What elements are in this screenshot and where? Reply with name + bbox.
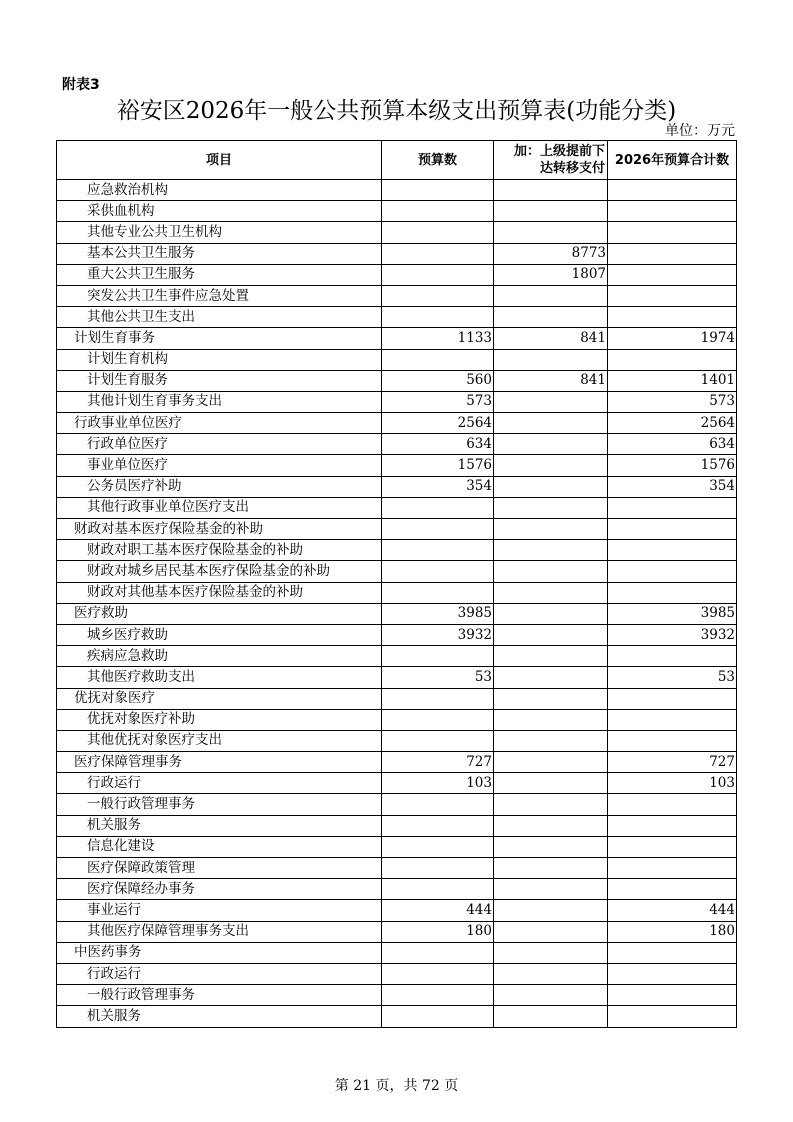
row-total-value: 573 xyxy=(608,391,737,412)
table-row xyxy=(57,455,737,476)
row-total-value xyxy=(608,307,737,328)
table-row xyxy=(57,836,737,857)
row-budget-value xyxy=(382,285,494,306)
row-total-value: 1576 xyxy=(608,455,737,476)
row-total-value: 180 xyxy=(608,921,737,942)
row-total-value xyxy=(608,985,737,1006)
row-transfer-value xyxy=(494,413,608,434)
table-row xyxy=(57,476,737,497)
row-transfer-value xyxy=(494,603,608,624)
row-budget-value: 560 xyxy=(382,370,494,391)
column-header-budget: 预算数 xyxy=(382,141,494,180)
row-budget-value: 1576 xyxy=(382,455,494,476)
row-budget-value xyxy=(382,730,494,751)
row-total-value: 53 xyxy=(608,667,737,688)
table-row xyxy=(57,264,737,285)
row-budget-value xyxy=(382,201,494,222)
row-item-name: 计划生育机构 xyxy=(57,349,382,370)
table-row xyxy=(57,730,737,751)
row-item-name: 优抚对象医疗 xyxy=(57,688,382,709)
row-budget-value xyxy=(382,264,494,285)
table-row xyxy=(57,900,737,921)
table-row xyxy=(57,307,737,328)
row-item-name: 一般行政管理事务 xyxy=(57,985,382,1006)
row-budget-value xyxy=(382,222,494,243)
budget-table xyxy=(56,140,737,1028)
page-footer: 第 21 页，共 72 页 xyxy=(334,1078,459,1094)
row-total-value xyxy=(608,688,737,709)
row-item-name: 财政对城乡居民基本医疗保险基金的补助 xyxy=(57,561,382,582)
row-transfer-value xyxy=(494,963,608,984)
table-row xyxy=(57,985,737,1006)
row-total-value: 354 xyxy=(608,476,737,497)
table-row xyxy=(57,688,737,709)
row-transfer-value xyxy=(494,285,608,306)
table-row xyxy=(57,243,737,264)
row-total-value xyxy=(608,222,737,243)
table-row xyxy=(57,285,737,306)
row-budget-value xyxy=(382,349,494,370)
row-budget-value: 103 xyxy=(382,773,494,794)
row-transfer-value xyxy=(494,921,608,942)
row-item-name: 行政运行 xyxy=(57,963,382,984)
row-item-name: 机关服务 xyxy=(57,1006,382,1027)
row-transfer-value: 841 xyxy=(494,370,608,391)
row-transfer-value xyxy=(494,307,608,328)
row-item-name: 行政单位医疗 xyxy=(57,434,382,455)
row-item-name: 一般行政管理事务 xyxy=(57,794,382,815)
table-row xyxy=(57,773,737,794)
table-row xyxy=(57,349,737,370)
row-budget-value: 634 xyxy=(382,434,494,455)
row-budget-value xyxy=(382,815,494,836)
row-budget-value: 2564 xyxy=(382,413,494,434)
row-transfer-value xyxy=(494,773,608,794)
row-item-name: 公务员医疗补助 xyxy=(57,476,382,497)
row-total-value xyxy=(608,180,737,201)
row-transfer-value xyxy=(494,391,608,412)
table-row xyxy=(57,752,737,773)
row-budget-value: 573 xyxy=(382,391,494,412)
row-budget-value xyxy=(382,540,494,561)
row-item-name: 其他医疗救助支出 xyxy=(57,667,382,688)
row-budget-value: 1133 xyxy=(382,328,494,349)
column-header-transfer-line1: 加：上级提前下 xyxy=(513,144,605,159)
row-item-name: 其他公共卫生支出 xyxy=(57,307,382,328)
row-transfer-value xyxy=(494,540,608,561)
row-item-name: 事业运行 xyxy=(57,900,382,921)
table-row xyxy=(57,222,737,243)
row-transfer-value xyxy=(494,519,608,540)
row-total-value xyxy=(608,709,737,730)
row-transfer-value xyxy=(494,752,608,773)
appendix-label: 附表3 xyxy=(62,77,100,93)
row-transfer-value xyxy=(494,815,608,836)
row-item-name: 突发公共卫生事件应急处置 xyxy=(57,285,382,306)
row-total-value xyxy=(608,858,737,879)
table-row xyxy=(57,646,737,667)
row-budget-value xyxy=(382,794,494,815)
row-total-value: 1974 xyxy=(608,328,737,349)
row-budget-value: 180 xyxy=(382,921,494,942)
row-total-value xyxy=(608,243,737,264)
table-row xyxy=(57,370,737,391)
row-item-name: 中医药事务 xyxy=(57,942,382,963)
row-total-value: 3932 xyxy=(608,624,737,645)
row-item-name: 计划生育服务 xyxy=(57,370,382,391)
row-item-name: 事业单位医疗 xyxy=(57,455,382,476)
row-item-name: 财政对其他基本医疗保险基金的补助 xyxy=(57,582,382,603)
row-transfer-value xyxy=(494,180,608,201)
row-total-value xyxy=(608,349,737,370)
table-row xyxy=(57,180,737,201)
row-transfer-value xyxy=(494,667,608,688)
row-transfer-value xyxy=(494,1006,608,1027)
row-transfer-value xyxy=(494,942,608,963)
table-row xyxy=(57,413,737,434)
row-total-value: 2564 xyxy=(608,413,737,434)
row-budget-value: 444 xyxy=(382,900,494,921)
row-transfer-value xyxy=(494,582,608,603)
row-item-name: 机关服务 xyxy=(57,815,382,836)
row-budget-value xyxy=(382,985,494,1006)
row-transfer-value xyxy=(494,858,608,879)
row-item-name: 医疗保障政策管理 xyxy=(57,858,382,879)
row-transfer-value xyxy=(494,561,608,582)
column-header-item: 项目 xyxy=(57,141,382,180)
row-budget-value xyxy=(382,688,494,709)
table-row xyxy=(57,391,737,412)
table-row xyxy=(57,942,737,963)
row-total-value xyxy=(608,582,737,603)
row-transfer-value xyxy=(494,201,608,222)
row-transfer-value xyxy=(494,985,608,1006)
row-transfer-value xyxy=(494,349,608,370)
row-total-value xyxy=(608,794,737,815)
table-row xyxy=(57,603,737,624)
table-row xyxy=(57,794,737,815)
row-budget-value: 3985 xyxy=(382,603,494,624)
row-item-name: 医疗保障管理事务 xyxy=(57,752,382,773)
unit-label: 单位：万元 xyxy=(665,123,735,139)
table-row xyxy=(57,815,737,836)
row-item-name: 财政对基本医疗保险基金的补助 xyxy=(57,519,382,540)
table-body xyxy=(57,180,737,1028)
row-transfer-value xyxy=(494,434,608,455)
row-budget-value xyxy=(382,243,494,264)
row-transfer-value xyxy=(494,900,608,921)
row-transfer-value xyxy=(494,794,608,815)
table-row xyxy=(57,858,737,879)
table-row xyxy=(57,540,737,561)
row-total-value: 103 xyxy=(608,773,737,794)
row-transfer-value xyxy=(494,624,608,645)
row-item-name: 基本公共卫生服务 xyxy=(57,243,382,264)
table-row xyxy=(57,201,737,222)
row-total-value xyxy=(608,497,737,518)
row-item-name: 其他优抚对象医疗支出 xyxy=(57,730,382,751)
row-total-value: 634 xyxy=(608,434,737,455)
row-total-value: 727 xyxy=(608,752,737,773)
table-row xyxy=(57,497,737,518)
row-budget-value xyxy=(382,561,494,582)
column-header-transfer xyxy=(494,141,608,180)
row-transfer-value xyxy=(494,646,608,667)
row-budget-value: 3932 xyxy=(382,624,494,645)
row-transfer-value xyxy=(494,836,608,857)
row-transfer-value: 1807 xyxy=(494,264,608,285)
row-total-value xyxy=(608,942,737,963)
row-total-value xyxy=(608,561,737,582)
row-budget-value xyxy=(382,582,494,603)
row-budget-value xyxy=(382,519,494,540)
row-item-name: 医疗救助 xyxy=(57,603,382,624)
table-row xyxy=(57,434,737,455)
row-total-value xyxy=(608,963,737,984)
row-total-value xyxy=(608,519,737,540)
table-row xyxy=(57,624,737,645)
table-row xyxy=(57,709,737,730)
row-total-value xyxy=(608,540,737,561)
table-row xyxy=(57,879,737,900)
row-budget-value xyxy=(382,858,494,879)
row-item-name: 行政事业单位医疗 xyxy=(57,413,382,434)
row-total-value: 3985 xyxy=(608,603,737,624)
row-total-value xyxy=(608,879,737,900)
row-item-name: 财政对职工基本医疗保险基金的补助 xyxy=(57,540,382,561)
row-item-name: 应急救治机构 xyxy=(57,180,382,201)
row-transfer-value: 8773 xyxy=(494,243,608,264)
row-item-name: 疾病应急救助 xyxy=(57,646,382,667)
row-transfer-value xyxy=(494,879,608,900)
row-transfer-value xyxy=(494,476,608,497)
table-row xyxy=(57,921,737,942)
table-row xyxy=(57,328,737,349)
row-transfer-value xyxy=(494,455,608,476)
row-item-name: 采供血机构 xyxy=(57,201,382,222)
row-budget-value xyxy=(382,942,494,963)
row-transfer-value xyxy=(494,730,608,751)
row-budget-value xyxy=(382,963,494,984)
row-budget-value xyxy=(382,646,494,667)
row-transfer-value: 841 xyxy=(494,328,608,349)
row-item-name: 其他专业公共卫生机构 xyxy=(57,222,382,243)
row-budget-value xyxy=(382,879,494,900)
row-budget-value: 354 xyxy=(382,476,494,497)
row-item-name: 行政运行 xyxy=(57,773,382,794)
row-item-name: 计划生育事务 xyxy=(57,328,382,349)
row-item-name: 优抚对象医疗补助 xyxy=(57,709,382,730)
column-header-transfer-line2: 达转移支付 xyxy=(539,161,605,176)
row-budget-value xyxy=(382,1006,494,1027)
row-total-value xyxy=(608,836,737,857)
row-item-name: 其他医疗保障管理事务支出 xyxy=(57,921,382,942)
table-header-row xyxy=(57,141,737,180)
row-budget-value: 53 xyxy=(382,667,494,688)
table-row xyxy=(57,963,737,984)
row-budget-value xyxy=(382,180,494,201)
page-title: 裕安区2026年一般公共预算本级支出预算表(功能分类) xyxy=(116,98,677,124)
row-total-value xyxy=(608,285,737,306)
table-row xyxy=(57,582,737,603)
row-total-value xyxy=(608,1006,737,1027)
row-budget-value xyxy=(382,307,494,328)
row-transfer-value xyxy=(494,222,608,243)
row-item-name: 其他行政事业单位医疗支出 xyxy=(57,497,382,518)
row-total-value xyxy=(608,730,737,751)
row-budget-value xyxy=(382,836,494,857)
row-transfer-value xyxy=(494,497,608,518)
table-row xyxy=(57,519,737,540)
row-transfer-value xyxy=(494,688,608,709)
row-budget-value: 727 xyxy=(382,752,494,773)
row-total-value xyxy=(608,815,737,836)
row-budget-value xyxy=(382,497,494,518)
row-total-value: 1401 xyxy=(608,370,737,391)
row-item-name: 信息化建设 xyxy=(57,836,382,857)
row-budget-value xyxy=(382,709,494,730)
row-total-value xyxy=(608,201,737,222)
row-total-value xyxy=(608,646,737,667)
row-total-value xyxy=(608,264,737,285)
row-item-name: 医疗保障经办事务 xyxy=(57,879,382,900)
row-item-name: 重大公共卫生服务 xyxy=(57,264,382,285)
row-item-name: 城乡医疗救助 xyxy=(57,624,382,645)
table-row xyxy=(57,1006,737,1027)
table-row xyxy=(57,561,737,582)
table-row xyxy=(57,667,737,688)
row-transfer-value xyxy=(494,709,608,730)
row-item-name: 其他计划生育事务支出 xyxy=(57,391,382,412)
row-total-value: 444 xyxy=(608,900,737,921)
column-header-total: 2026年预算合计数 xyxy=(608,141,737,180)
